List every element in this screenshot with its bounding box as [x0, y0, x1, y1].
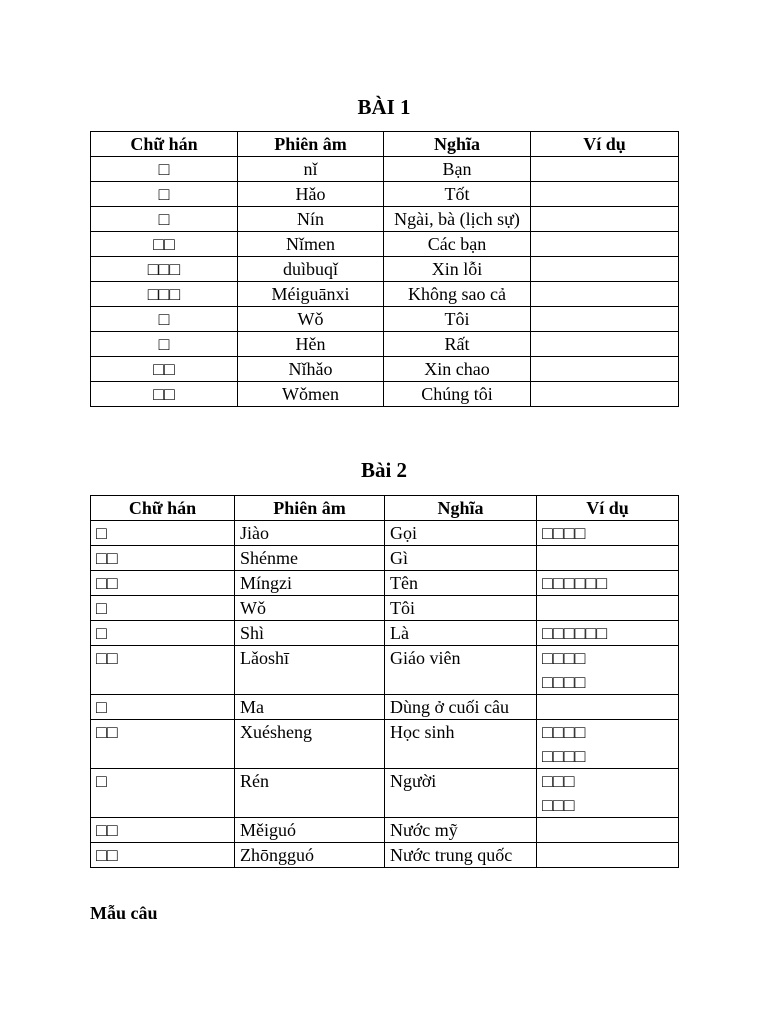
- cell-pinyin: Xuésheng: [235, 720, 385, 769]
- lesson1-vocab-table: [90, 131, 679, 407]
- cell-meaning: Ngài, bà (lịch sự): [384, 207, 531, 232]
- cell-example: [537, 843, 679, 868]
- cell-meaning: Xin lỗi: [384, 257, 531, 282]
- table-row: [91, 282, 679, 307]
- header-han: Chữ hán: [91, 496, 235, 521]
- cell-pinyin: Shì: [235, 621, 385, 646]
- cell-example: [531, 232, 679, 257]
- example-line: □□□□: [542, 722, 586, 742]
- cell-meaning: Nước mỹ: [385, 818, 537, 843]
- example-line: □□□□: [542, 648, 586, 668]
- example-line: □□□□: [542, 672, 586, 692]
- cell-meaning: Các bạn: [384, 232, 531, 257]
- header-meaning: Nghĩa: [384, 132, 531, 157]
- table-row: [91, 382, 679, 407]
- cell-example: [537, 621, 679, 646]
- cell-meaning: Chúng tôi: [384, 382, 531, 407]
- cell-pinyin: Nǐmen: [238, 232, 384, 257]
- cell-meaning: Bạn: [384, 157, 531, 182]
- cell-meaning: Gì: [385, 546, 537, 571]
- cell-pinyin: Míngzi: [235, 571, 385, 596]
- table-header-row: [91, 496, 679, 521]
- cell-han: □: [91, 332, 238, 357]
- cell-pinyin: Hěn: [238, 332, 384, 357]
- header-meaning: Nghĩa: [385, 496, 537, 521]
- example-line: □□□: [542, 771, 575, 791]
- cell-han: □: [91, 621, 235, 646]
- lesson2-vocab-table: [90, 495, 679, 868]
- cell-example: [537, 720, 679, 769]
- cell-example: [537, 695, 679, 720]
- table-row: [91, 546, 679, 571]
- table-row: [91, 646, 679, 695]
- cell-pinyin: Nín: [238, 207, 384, 232]
- table-row: [91, 157, 679, 182]
- cell-han: □□: [91, 818, 235, 843]
- cell-han: □□: [91, 382, 238, 407]
- table-row: [91, 596, 679, 621]
- cell-han: □□: [91, 357, 238, 382]
- lesson1-title: BÀI 1: [357, 95, 411, 119]
- cell-han: □: [91, 695, 235, 720]
- table-row: [91, 720, 679, 769]
- table-row: [91, 769, 679, 818]
- cell-pinyin: Lǎoshī: [235, 646, 385, 695]
- table-row: [91, 182, 679, 207]
- cell-pinyin: Zhōngguó: [235, 843, 385, 868]
- cell-example: [537, 521, 679, 546]
- table-header-row: [91, 132, 679, 157]
- cell-pinyin: Nǐhǎo: [238, 357, 384, 382]
- cell-example: [531, 307, 679, 332]
- cell-meaning: Giáo viên: [385, 646, 537, 695]
- example-line: □□□: [542, 795, 575, 815]
- table-row: [91, 843, 679, 868]
- lesson2-rows: [91, 521, 679, 868]
- cell-han: □: [91, 157, 238, 182]
- cell-pinyin: Jiào: [235, 521, 385, 546]
- cell-pinyin: Shénme: [235, 546, 385, 571]
- cell-pinyin: Rén: [235, 769, 385, 818]
- table-row: [91, 357, 679, 382]
- table-row: [91, 332, 679, 357]
- cell-han: □□: [91, 720, 235, 769]
- table-row: [91, 307, 679, 332]
- cell-pinyin: duìbuqǐ: [238, 257, 384, 282]
- cell-han: □□□: [91, 282, 238, 307]
- table-row: [91, 232, 679, 257]
- example-line: □□□□: [542, 746, 586, 766]
- cell-han: □: [91, 307, 238, 332]
- header-han: Chữ hán: [91, 132, 238, 157]
- table-row: [91, 521, 679, 546]
- cell-example: [531, 282, 679, 307]
- cell-meaning: Học sinh: [385, 720, 537, 769]
- cell-pinyin: Hǎo: [238, 182, 384, 207]
- cell-han: □: [91, 521, 235, 546]
- cell-meaning: Nước trung quốc: [385, 843, 537, 868]
- cell-han: □: [91, 769, 235, 818]
- cell-han: □□: [91, 571, 235, 596]
- cell-pinyin: Wǒ: [238, 307, 384, 332]
- cell-example: [531, 382, 679, 407]
- cell-pinyin: Wǒ: [235, 596, 385, 621]
- cell-pinyin: Méiguānxi: [238, 282, 384, 307]
- lesson2-title: Bài 2: [360, 458, 408, 482]
- cell-example: [537, 571, 679, 596]
- cell-meaning: Người: [385, 769, 537, 818]
- table-row: [91, 695, 679, 720]
- cell-example: [531, 257, 679, 282]
- cell-han: □□: [91, 232, 238, 257]
- header-pinyin: Phiên âm: [235, 496, 385, 521]
- cell-example: [537, 818, 679, 843]
- cell-pinyin: Ma: [235, 695, 385, 720]
- cell-han: □: [91, 207, 238, 232]
- example-line: □□□□: [542, 523, 586, 543]
- cell-han: □□□: [91, 257, 238, 282]
- cell-meaning: Rất: [384, 332, 531, 357]
- cell-example: [531, 207, 679, 232]
- cell-han: □□: [91, 843, 235, 868]
- cell-meaning: Tôi: [384, 307, 531, 332]
- cell-example: [537, 546, 679, 571]
- cell-example: [531, 157, 679, 182]
- cell-example: [531, 182, 679, 207]
- example-line: □□□□□□: [542, 573, 608, 593]
- cell-example: [531, 357, 679, 382]
- cell-han: □: [91, 182, 238, 207]
- header-pinyin: Phiên âm: [238, 132, 384, 157]
- table-row: [91, 621, 679, 646]
- cell-pinyin: Wǒmen: [238, 382, 384, 407]
- lesson1-rows: [91, 157, 679, 407]
- cell-example: [537, 646, 679, 695]
- cell-meaning: Là: [385, 621, 537, 646]
- cell-han: □□: [91, 546, 235, 571]
- table-row: [91, 818, 679, 843]
- cell-example: [537, 596, 679, 621]
- cell-pinyin: Měiguó: [235, 818, 385, 843]
- cell-meaning: Tốt: [384, 182, 531, 207]
- cell-meaning: Gọi: [385, 521, 537, 546]
- cell-meaning: Xin chao: [384, 357, 531, 382]
- cell-example: [531, 332, 679, 357]
- section-heading: Mẫu câu: [90, 903, 158, 923]
- header-example: Ví dụ: [537, 496, 679, 521]
- cell-pinyin: nǐ: [238, 157, 384, 182]
- table-row: [91, 207, 679, 232]
- cell-meaning: Tôi: [385, 596, 537, 621]
- cell-han: □: [91, 596, 235, 621]
- cell-meaning: Không sao cả: [384, 282, 531, 307]
- table-row: [91, 571, 679, 596]
- example-line: □□□□□□: [542, 623, 608, 643]
- table-row: [91, 257, 679, 282]
- cell-meaning: Tên: [385, 571, 537, 596]
- header-example: Ví dụ: [531, 132, 679, 157]
- cell-example: [537, 769, 679, 818]
- cell-meaning: Dùng ở cuối câu: [385, 695, 537, 720]
- cell-han: □□: [91, 646, 235, 695]
